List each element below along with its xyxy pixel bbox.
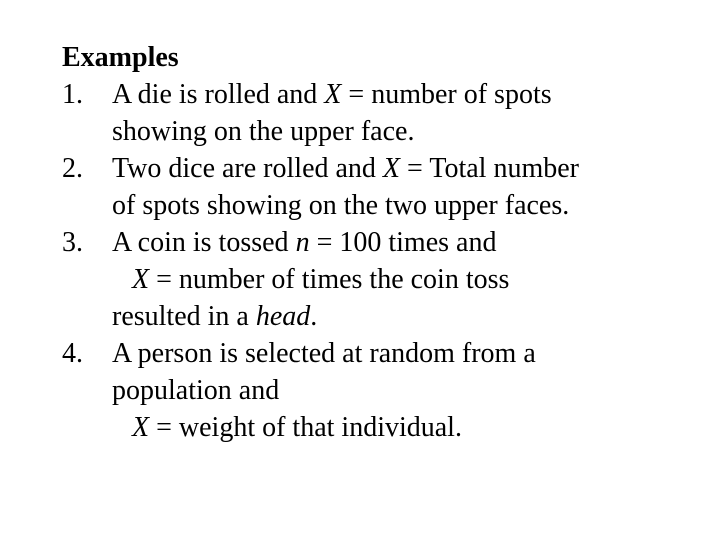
variable-symbol: X	[132, 264, 150, 295]
text-run: = Total number	[400, 153, 579, 184]
slide-heading: Examples	[62, 42, 179, 73]
text-line-indented	[112, 261, 702, 298]
text-line	[112, 150, 702, 187]
item-text	[112, 224, 702, 335]
variable-symbol: X	[382, 153, 401, 184]
variable-symbol: X	[324, 79, 342, 110]
text-run: A person is selected at random from a	[112, 338, 536, 369]
example-item-3	[62, 224, 702, 335]
example-item-1	[62, 76, 702, 150]
text-run: of spots showing on the two upper faces.	[112, 190, 570, 221]
item-number: 4.	[62, 338, 83, 369]
text-run: Two dice are rolled and	[112, 153, 383, 184]
item-text	[112, 335, 702, 446]
text-run: = 100 times and	[309, 227, 497, 258]
text-run: population and	[112, 375, 280, 406]
text-line	[112, 187, 702, 224]
text-line	[112, 224, 702, 261]
text-run: resulted in a	[112, 301, 256, 332]
emphasis-text: head	[255, 301, 311, 332]
item-text	[112, 150, 702, 224]
text-line	[112, 113, 702, 150]
variable-symbol: n	[295, 227, 310, 258]
slide-content	[62, 39, 702, 446]
text-line-indented	[112, 409, 702, 446]
text-run: showing on the upper face.	[112, 116, 415, 147]
item-number: 1.	[62, 79, 83, 110]
text-run: .	[310, 301, 318, 332]
text-line	[112, 298, 702, 335]
text-run: = number of spots	[341, 79, 552, 110]
text-line	[112, 76, 702, 113]
text-run: A coin is tossed	[112, 227, 296, 258]
text-line	[112, 372, 702, 409]
item-number: 3.	[62, 227, 83, 258]
item-number: 2.	[62, 153, 83, 184]
example-item-4	[62, 335, 702, 446]
example-item-2	[62, 150, 702, 224]
text-line	[112, 335, 702, 372]
text-run: = number of times the coin toss	[149, 264, 510, 295]
text-run: A die is rolled and	[112, 79, 325, 110]
text-run: = weight of that individual.	[149, 412, 462, 443]
item-text	[112, 76, 702, 150]
variable-symbol: X	[132, 412, 150, 443]
